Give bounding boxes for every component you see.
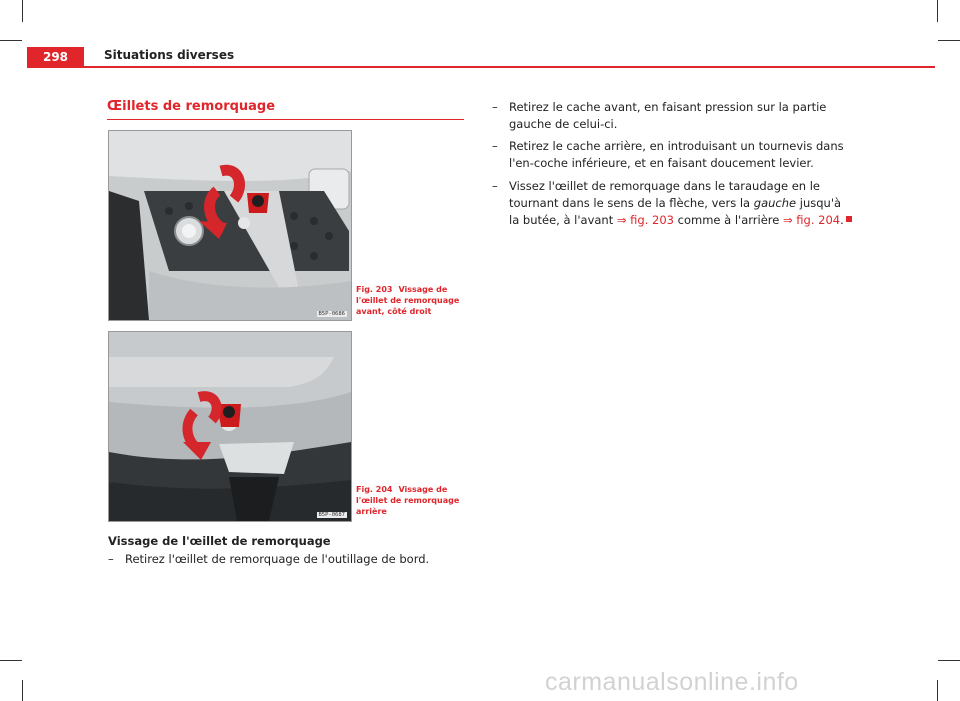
- list-dash: –: [492, 139, 498, 153]
- step-text-part: comme à l'arrière: [673, 213, 783, 227]
- crop-mark: [0, 660, 22, 661]
- figure-204-image: [108, 331, 352, 522]
- step-text-part: Vissez l'œillet de remorquage dans le taraudage en le tournant dans le sens de la flèche, vers la: [509, 179, 821, 210]
- end-of-section-marker: [846, 216, 852, 222]
- figure-code: B5P-0687: [318, 512, 345, 518]
- step-text-part: jusqu'à la butée, à l'avant: [509, 196, 842, 227]
- section-rule: [107, 119, 464, 120]
- step-1: [108, 551, 464, 568]
- procedure-title: Vissage de l'œillet de remorquage: [108, 534, 331, 548]
- step-text-part: .: [840, 213, 844, 227]
- figure-203-image: [108, 130, 352, 321]
- figure-number: Fig. 204: [356, 485, 393, 494]
- crop-mark: [938, 40, 960, 41]
- figure-code: B5P-0686: [318, 311, 345, 317]
- watermark: carmanualsonline.info: [545, 668, 799, 696]
- crop-mark: [938, 660, 960, 661]
- chapter-title: Situations diverses: [104, 48, 235, 62]
- caption-text: Vissage de l'œillet de remorquage avant, côté droit: [356, 285, 460, 316]
- crop-mark: [937, 680, 938, 701]
- header-rule: [27, 66, 935, 68]
- fig-203-link[interactable]: ⇒ fig. 203: [616, 213, 674, 227]
- step-4: [492, 178, 852, 229]
- list-dash: –: [492, 100, 498, 114]
- crop-mark: [937, 0, 938, 22]
- figure-number: Fig. 203: [356, 285, 393, 294]
- page-number: 298: [27, 47, 84, 67]
- crop-mark: [22, 680, 23, 701]
- step-2: [492, 99, 852, 133]
- direction-emphasis: gauche: [753, 196, 797, 210]
- section-title: Œillets de remorquage: [107, 99, 276, 114]
- step-3: [492, 138, 852, 172]
- caption-text: Vissage de l'œillet de remorquage arrière: [356, 485, 460, 516]
- step-text: [509, 178, 852, 229]
- step-text: Retirez l'œillet de remorquage de l'outillage de bord.: [125, 552, 430, 566]
- crop-mark: [22, 0, 23, 22]
- fig-204-link[interactable]: ⇒ fig. 204: [782, 213, 841, 227]
- list-dash: –: [108, 552, 114, 566]
- figure-203-caption: [356, 284, 461, 317]
- step-text: Retirez le cache arrière, en introduisant un tournevis dans l'en-coche inférieure, et en faisant doucement levier.: [509, 139, 844, 170]
- crop-mark: [0, 40, 22, 41]
- step-text: Retirez le cache avant, en faisant pression sur la partie gauche de celui-ci.: [509, 100, 827, 131]
- list-dash: –: [492, 179, 498, 193]
- figure-204-caption: [356, 484, 461, 517]
